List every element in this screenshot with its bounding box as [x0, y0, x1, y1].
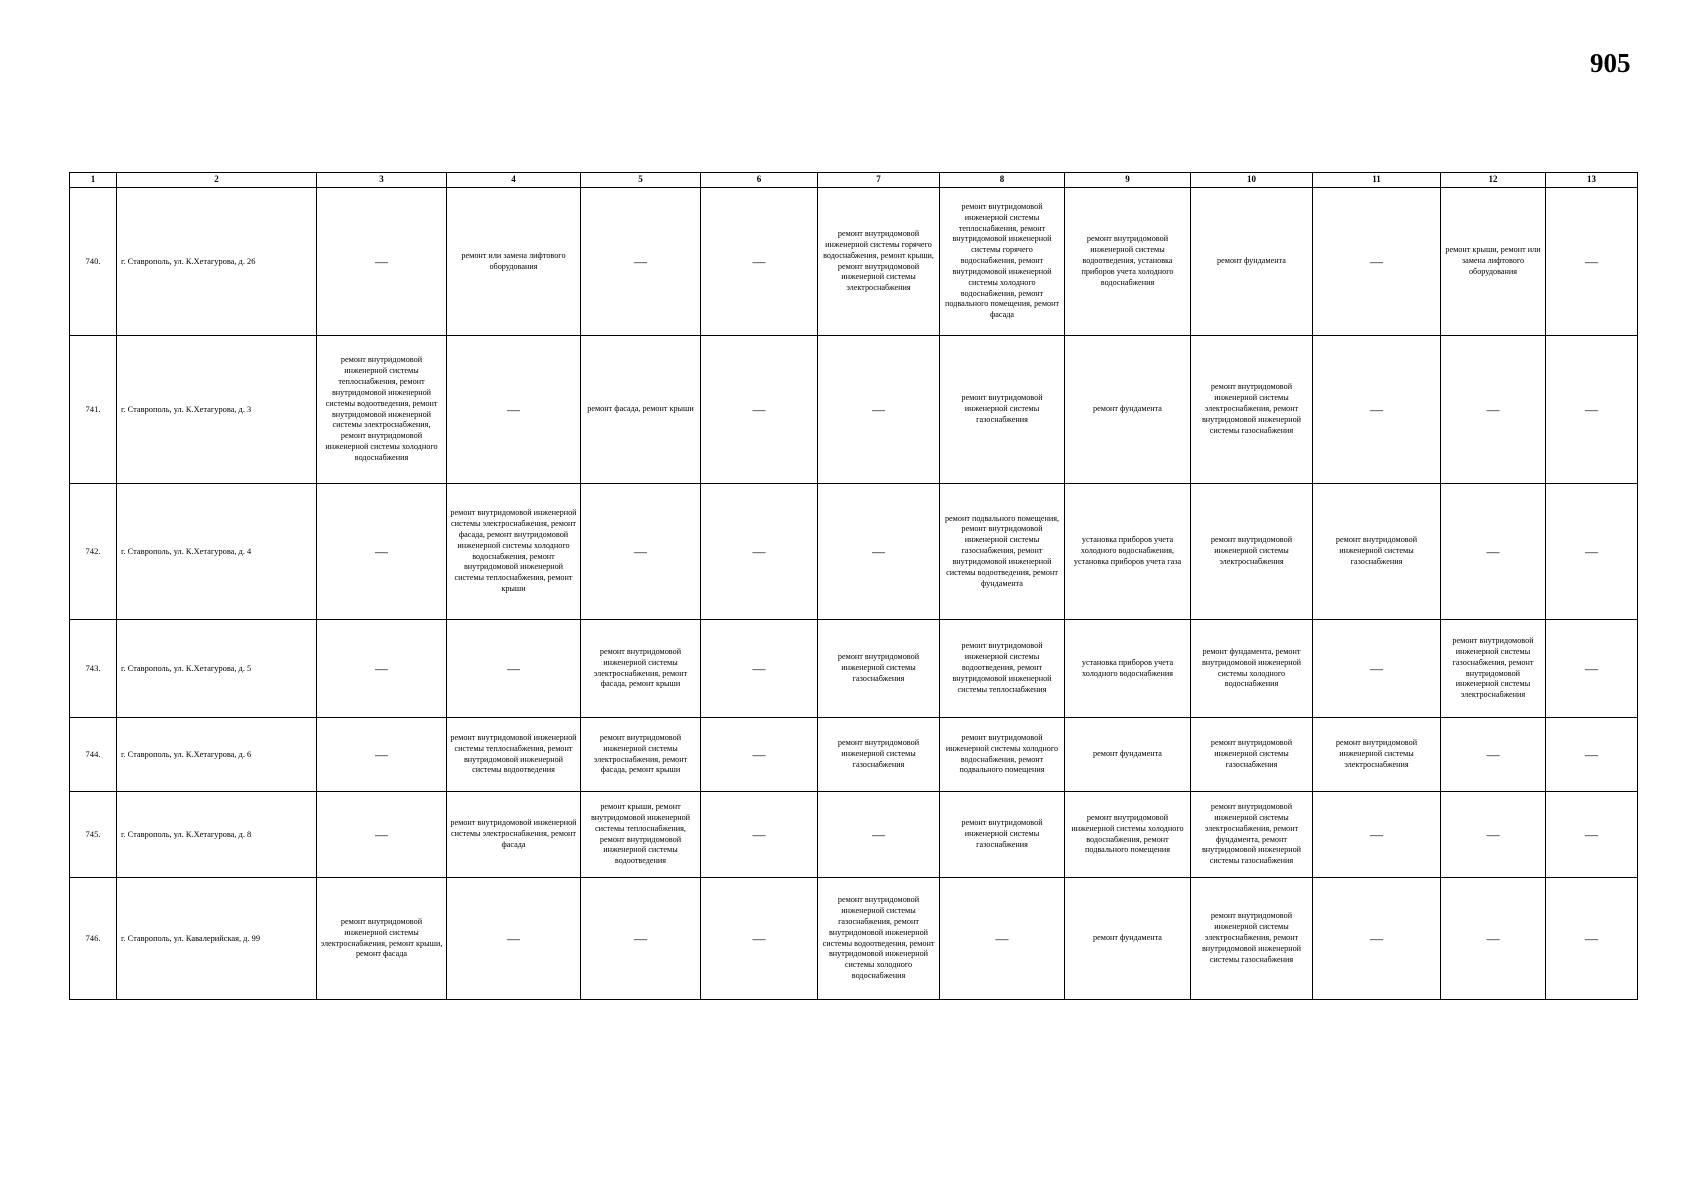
table-cell: ремонт внутридомовой инженерной системы газоснабжения: [818, 620, 940, 718]
column-number-9: 9: [1065, 173, 1191, 188]
row-number-cell: 741.: [70, 336, 117, 484]
table-cell: —: [940, 878, 1065, 1000]
column-number-1: 1: [70, 173, 117, 188]
column-number-13: 13: [1546, 173, 1638, 188]
table-cell: —: [1441, 484, 1546, 620]
table-cell: ремонт внутридомовой инженерной системы горячего водоснабжения, ремонт крыши, ремонт внутридомовой инженерной системы электроснабжения: [818, 188, 940, 336]
table-cell: ремонт фундамента: [1191, 188, 1313, 336]
column-number-7: 7: [818, 173, 940, 188]
table-cell: ремонт фундамента: [1065, 718, 1191, 792]
repair-schedule-table: [69, 172, 1638, 1000]
table-cell: —: [1546, 620, 1638, 718]
table-cell: ремонт внутридомовой инженерной системы теплоснабжения, ремонт внутридомовой инженерной системы водоотведения, ремонт внутридомовой инженерной системы электроснабжения, ремонт внутридомовой инженерной системы холодного водоснабжения: [317, 336, 447, 484]
address-cell: г. Ставрополь, ул. К.Хетагурова, д. 26: [117, 188, 317, 336]
table-cell: ремонт внутридомовой инженерной системы холодного водоснабжения, ремонт подвального помещения: [1065, 792, 1191, 878]
address-cell: г. Ставрополь, ул. К.Хетагурова, д. 3: [117, 336, 317, 484]
page-number: 905: [1590, 48, 1631, 78]
address-cell: г. Ставрополь, ул. К.Хетагурова, д. 6: [117, 718, 317, 792]
address-cell: г. Ставрополь, ул. К.Хетагурова, д. 5: [117, 620, 317, 718]
table-cell: —: [447, 878, 581, 1000]
table-cell: установка приборов учета холодного водоснабжения, установка приборов учета газа: [1065, 484, 1191, 620]
table-cell: —: [1546, 188, 1638, 336]
table-cell: —: [1313, 620, 1441, 718]
table-row: [70, 792, 1638, 878]
table-cell: ремонт внутридомовой инженерной системы электроснабжения, ремонт фасада, ремонт крыши: [581, 718, 701, 792]
table-header-row: [70, 173, 1638, 188]
address-cell: г. Ставрополь, ул. К.Хетагурова, д. 4: [117, 484, 317, 620]
table-cell: —: [1313, 792, 1441, 878]
table-cell: —: [1546, 878, 1638, 1000]
row-number-cell: 743.: [70, 620, 117, 718]
table-cell: ремонт внутридомовой инженерной системы теплоснабжения, ремонт внутридомовой инженерной системы горячего водоснабжения, ремонт внутридомовой инженерной системы холодного водоснабжения, ремонт подвального помещения, ремонт фасада: [940, 188, 1065, 336]
table-cell: ремонт фундамента: [1065, 336, 1191, 484]
table-cell: ремонт внутридомовой инженерной системы водоотведения, ремонт внутридомовой инженерной системы теплоснабжения: [940, 620, 1065, 718]
table-cell: ремонт внутридомовой инженерной системы электроснабжения, ремонт фасада: [447, 792, 581, 878]
table-cell: —: [1313, 878, 1441, 1000]
table-cell: ремонт внутридомовой инженерной системы газоснабжения: [940, 792, 1065, 878]
column-number-3: 3: [317, 173, 447, 188]
table-cell: установка приборов учета холодного водоснабжения: [1065, 620, 1191, 718]
table-cell: —: [701, 484, 818, 620]
table-cell: ремонт внутридомовой инженерной системы газоснабжения, ремонт внутридомовой инженерной системы электроснабжения: [1441, 620, 1546, 718]
table-cell: ремонт внутридомовой инженерной системы газоснабжения: [818, 718, 940, 792]
table-cell: —: [1546, 336, 1638, 484]
table-row: [70, 484, 1638, 620]
table-cell: ремонт внутридомовой инженерной системы холодного водоснабжения, ремонт подвального помещения: [940, 718, 1065, 792]
table-cell: —: [1313, 188, 1441, 336]
table-cell: ремонт внутридомовой инженерной системы водоотведения, установка приборов учета холодного водоснабжения: [1065, 188, 1191, 336]
row-number-cell: 745.: [70, 792, 117, 878]
table-cell: —: [317, 792, 447, 878]
table-cell: —: [581, 484, 701, 620]
column-number-2: 2: [117, 173, 317, 188]
table-cell: —: [1441, 792, 1546, 878]
table-cell: —: [701, 878, 818, 1000]
table-cell: —: [701, 188, 818, 336]
table-cell: —: [818, 336, 940, 484]
table-cell: ремонт внутридомовой инженерной системы электроснабжения: [1313, 718, 1441, 792]
column-number-4: 4: [447, 173, 581, 188]
table-cell: —: [317, 718, 447, 792]
table-cell: —: [701, 792, 818, 878]
row-number-cell: 742.: [70, 484, 117, 620]
table-cell: —: [818, 792, 940, 878]
table-row: [70, 336, 1638, 484]
table-cell: —: [701, 336, 818, 484]
row-number-cell: 746.: [70, 878, 117, 1000]
table-body: [70, 173, 1638, 1000]
table-cell: ремонт внутридомовой инженерной системы электроснабжения, ремонт фасада, ремонт крыши: [581, 620, 701, 718]
table-cell: —: [317, 620, 447, 718]
table-cell: —: [581, 878, 701, 1000]
table-cell: —: [1546, 792, 1638, 878]
table-cell: —: [818, 484, 940, 620]
table-cell: —: [1313, 336, 1441, 484]
row-number-cell: 740.: [70, 188, 117, 336]
table-cell: ремонт подвального помещения, ремонт внутридомовой инженерной системы газоснабжения, ремонт внутридомовой инженерной системы водоотведения, ремонт фундамента: [940, 484, 1065, 620]
table-cell: ремонт внутридомовой инженерной системы электроснабжения, ремонт фундамента, ремонт внутридомовой инженерной системы газоснабжения: [1191, 792, 1313, 878]
table-row: [70, 188, 1638, 336]
table-cell: —: [701, 718, 818, 792]
table-cell: —: [447, 336, 581, 484]
table-cell: —: [447, 620, 581, 718]
table-row: [70, 620, 1638, 718]
table-cell: ремонт фундамента, ремонт внутридомовой инженерной системы холодного водоснабжения: [1191, 620, 1313, 718]
table-cell: ремонт внутридомовой инженерной системы теплоснабжения, ремонт внутридомовой инженерной системы водоотведения: [447, 718, 581, 792]
table-cell: ремонт внутридомовой инженерной системы электроснабжения, ремонт крыши, ремонт фасада: [317, 878, 447, 1000]
address-cell: г. Ставрополь, ул. Кавалерийская, д. 99: [117, 878, 317, 1000]
column-number-6: 6: [701, 173, 818, 188]
column-number-11: 11: [1313, 173, 1441, 188]
row-number-cell: 744.: [70, 718, 117, 792]
table-cell: ремонт фундамента: [1065, 878, 1191, 1000]
table-cell: —: [1441, 718, 1546, 792]
table-cell: ремонт внутридомовой инженерной системы электроснабжения, ремонт внутридомовой инженерной системы газоснабжения: [1191, 336, 1313, 484]
table-cell: —: [1546, 718, 1638, 792]
table-cell: ремонт внутридомовой инженерной системы электроснабжения: [1191, 484, 1313, 620]
column-number-8: 8: [940, 173, 1065, 188]
table-cell: ремонт крыши, ремонт внутридомовой инженерной системы теплоснабжения, ремонт внутридомовой инженерной системы водоотведения: [581, 792, 701, 878]
table-cell: ремонт крыши, ремонт или замена лифтового оборудования: [1441, 188, 1546, 336]
table-cell: ремонт внутридомовой инженерной системы электроснабжения, ремонт внутридомовой инженерной системы газоснабжения: [1191, 878, 1313, 1000]
table-cell: ремонт внутридомовой инженерной системы газоснабжения, ремонт внутридомовой инженерной системы водоотведения, ремонт внутридомовой инженерной системы холодного водоснабжения: [818, 878, 940, 1000]
table-cell: ремонт фасада, ремонт крыши: [581, 336, 701, 484]
column-number-12: 12: [1441, 173, 1546, 188]
table-cell: —: [1441, 336, 1546, 484]
table-cell: —: [317, 484, 447, 620]
table-cell: —: [581, 188, 701, 336]
table-cell: —: [701, 620, 818, 718]
table-cell: ремонт или замена лифтового оборудования: [447, 188, 581, 336]
table-row: [70, 718, 1638, 792]
table-cell: —: [1441, 878, 1546, 1000]
table-cell: —: [317, 188, 447, 336]
table-row: [70, 878, 1638, 1000]
table-cell: ремонт внутридомовой инженерной системы газоснабжения: [1313, 484, 1441, 620]
column-number-5: 5: [581, 173, 701, 188]
table-cell: ремонт внутридомовой инженерной системы газоснабжения: [1191, 718, 1313, 792]
table-cell: ремонт внутридомовой инженерной системы газоснабжения: [940, 336, 1065, 484]
address-cell: г. Ставрополь, ул. К.Хетагурова, д. 8: [117, 792, 317, 878]
column-number-10: 10: [1191, 173, 1313, 188]
table-cell: ремонт внутридомовой инженерной системы электроснабжения, ремонт фасада, ремонт внутридомовой инженерной системы холодного водоснабжения, ремонт внутридомовой инженерной системы теплоснабжения, ремонт крыши: [447, 484, 581, 620]
table-cell: —: [1546, 484, 1638, 620]
